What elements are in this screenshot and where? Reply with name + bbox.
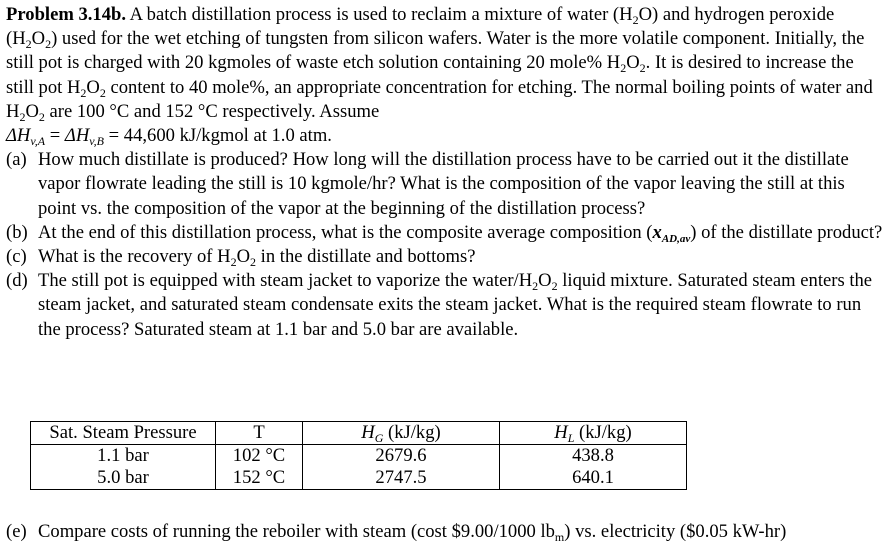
problem-statement [6,3,884,342]
steam-property-table [30,421,687,490]
cell-liquid-enthalpy: 438.8 [500,445,687,468]
question-list [6,148,884,342]
cell-vapor-enthalpy: 2679.6 [303,445,500,468]
cell-liquid-enthalpy: 640.1 [500,467,687,490]
problem-intro: Problem 3.14b. A batch distillation process is used to reclaim a mixture of water $(H_2O)$ and hydrogen peroxide $(H_2O_2)$ used for the wet etching of tungsten from silicon wafers. Water is the more volatile component. Initially, the still pot is charged with 20 kgmoles of waste etch solution containing 20 mole% $H_2O_2$. It is desired to increase the still pot $H_2O_2$ content to 40 mole%, an appropriate concentration for etching. The normal boiling points of water and $H_2O_2$ are 100 °C and 152 °C respectively. Assume $\Delta H_{v,A} = \Delta H_{v,B} = 44,600$ kJ/kgmol at 1.0 atm. [6,4,873,149]
question-c: (c) What is the recovery of $H_2O_2$ in the distillate and bottoms? [6,246,476,270]
cell-pressure: 5.0 bar [31,467,216,490]
cell-vapor-enthalpy: 2747.5 [303,467,500,490]
table-header-row [31,422,687,445]
question-a: (a) How much distillate is produced? How long will the distillation process have to be carried out it the distillate vapor flowrate leading the still is 10 kgmole/hr? What is the composition of the vapor leaving the still at this point vs. the composition of the vapor at the beginning of the distillation process? [6,149,849,219]
question-e: (e) Compare costs of running the reboiler with steam (cost $9.00/1000 $lb_m$) vs. electricity ($0.05 kW-hr) [6,521,787,544]
header-vapor-enthalpy: $H_G$ (kJ/kg) [303,422,500,445]
question-d: (d) The still pot is equipped with steam jacket to vaporize the water/$H_2O_2$ liquid mixture. Saturated steam enters the steam jacket, and saturated steam condensate exits the steam jacket. What is the required steam flowrate to run the process? Saturated steam at 1.1 bar and 5.0 bar are available. [6,270,873,340]
problem-heading: Problem 3.14b. [6,4,126,25]
header-pressure: Sat. Steam Pressure [31,422,216,445]
cell-temperature: 102 °C [216,445,303,468]
question-b: (b) At the end of this distillation process, what is the composite average composition $(x_{AD,av})$ of the distillate product? [6,221,883,245]
cell-temperature: 152 °C [216,467,303,490]
table-row [31,445,687,468]
header-liquid-enthalpy: $H_L$ (kJ/kg) [500,422,687,445]
table-row [31,467,687,490]
latent-heat-assumption: $\Delta H_{v,A} = \Delta H_{v,B} = 44,600$ kJ/kgmol at 1.0 atm. [6,125,332,149]
header-temperature: T [216,422,303,445]
cell-pressure: 1.1 bar [31,445,216,468]
